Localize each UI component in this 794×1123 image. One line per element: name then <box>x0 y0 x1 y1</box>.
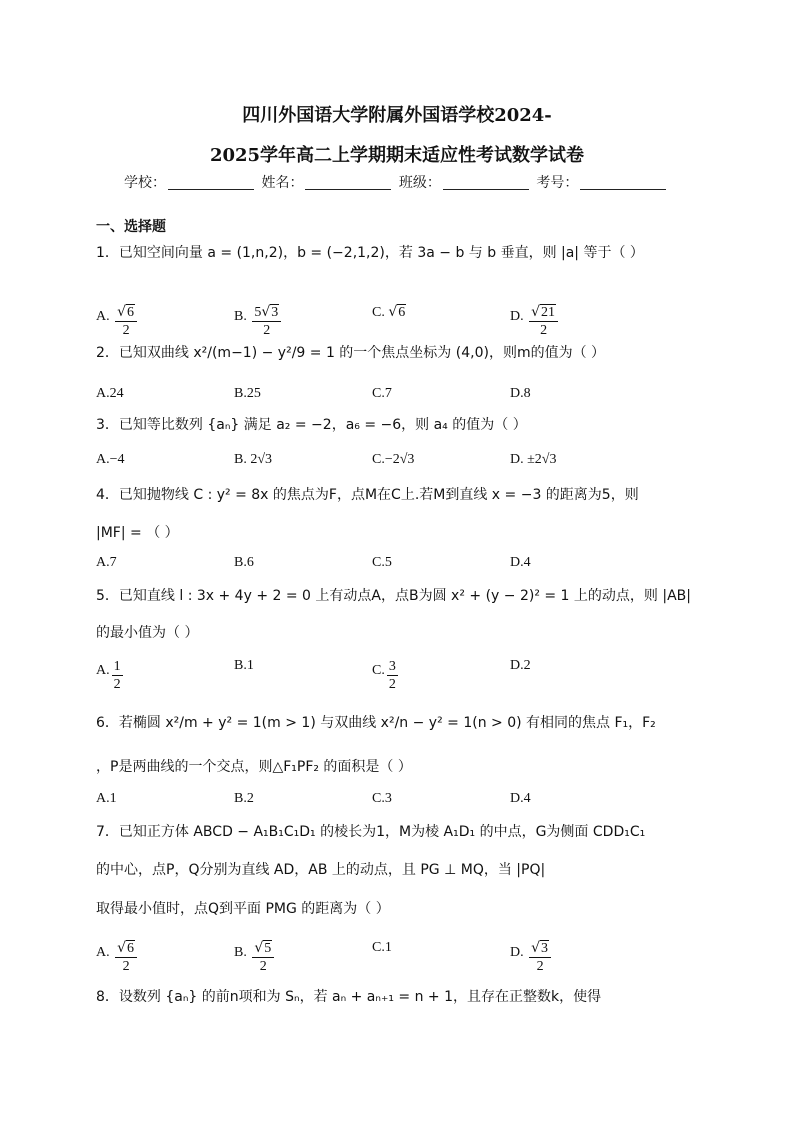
q1-option-d[interactable]: D. $\frac{√21}{2}$ <box>510 304 560 339</box>
q3-option-a[interactable]: A.−4 <box>96 452 125 467</box>
q4-option-a[interactable]: A.7 <box>96 555 117 570</box>
question-5-line1: 5．已知直线 l : 3x + 4y + 2 = 0 上有动点A，点B为圆 x² + (y − 2)² = 1 上的动点，则 |AB| <box>96 588 691 604</box>
q7-option-d[interactable]: D. $\frac{√3}{2}$ <box>510 940 553 975</box>
q3-option-b[interactable]: B. 2√3 <box>234 452 273 467</box>
section-heading: 一、选择题 <box>96 219 166 235</box>
question-4-line1: 4．已知抛物线 C : y² = 8x 的焦点为F，点M在C上.若M到直线 x = −3 的距离为5，则 <box>96 487 639 503</box>
number-blank[interactable] <box>580 175 666 190</box>
q2-option-d[interactable]: D.8 <box>510 386 531 401</box>
question-3: 3．已知等比数列 {aₙ} 满足 a₂ = −2，a₆ = −6，则 a₄ 的值为（ ） <box>96 417 527 433</box>
question-5-line2: 的最小值为（ ） <box>96 625 199 641</box>
school-blank[interactable] <box>168 175 254 190</box>
q2-option-b[interactable]: B.25 <box>234 386 261 401</box>
class-blank[interactable] <box>443 175 529 190</box>
q5-option-b[interactable]: B.1 <box>234 658 254 673</box>
q1-option-c[interactable]: C. √6 <box>372 304 406 320</box>
question-6-line1: 6．若椭圆 x²/m + y² = 1(m > 1) 与双曲线 x²/n − y² = 1(n > 0) 有相同的焦点 F₁，F₂ <box>96 715 656 731</box>
q6-option-b[interactable]: B.2 <box>234 791 254 806</box>
exam-title-line2: 2025学年高二上学期期末适应性考试数学试卷 <box>209 145 585 166</box>
q6-option-d[interactable]: D.4 <box>510 791 531 806</box>
q7-option-b[interactable]: B. $\frac{√5}{2}$ <box>234 940 276 975</box>
q4-option-d[interactable]: D.4 <box>510 555 531 570</box>
name-blank[interactable] <box>305 175 391 190</box>
question-4-line2: |MF| = （ ） <box>96 525 179 541</box>
question-1: 1．已知空间向量 a = (1,n,2)，b = (−2,1,2)，若 3a − b 与 b 垂直，则 |a| 等于（ ） <box>96 245 644 261</box>
q7-option-c[interactable]: C.1 <box>372 940 392 955</box>
school-label: 学校： <box>124 175 166 191</box>
question-8: 8．设数列 {aₙ} 的前n项和为 Sₙ，若 aₙ + aₙ₊₁ = n + 1，且存在正整数k，使得 <box>96 989 602 1005</box>
q5-option-d[interactable]: D.2 <box>510 658 531 673</box>
q5-option-a[interactable]: A. $\frac{1}{2}$ <box>96 659 121 692</box>
question-2: 2．已知双曲线 x²/(m−1) − y²/9 = 1 的一个焦点坐标为 (4,0)，则m的值为（ ） <box>96 345 606 361</box>
exam-title-line1: 四川外国语大学附属外国语学校2024- <box>242 105 552 126</box>
q2-option-a[interactable]: A.24 <box>96 386 124 401</box>
q1-option-a[interactable]: A. $\frac{√6}{2}$ <box>96 304 139 339</box>
q6-option-c[interactable]: C.3 <box>372 791 392 806</box>
q1-option-b[interactable]: B. $\frac{5√3}{2}$ <box>234 304 283 339</box>
number-label: 考号： <box>536 175 579 191</box>
name-label: 姓名： <box>261 175 304 191</box>
q5-option-c[interactable]: C. $\frac{3}{2}$ <box>372 659 396 692</box>
question-7-line3: 取得最小值时，点Q到平面 PMG 的距离为（ ） <box>96 901 390 917</box>
question-7-line1: 7．已知正方体 ABCD − A₁B₁C₁D₁ 的棱长为1，M为棱 A₁D₁ 的中点，G为侧面 CDD₁C₁ <box>96 824 646 840</box>
q3-option-c[interactable]: C.−2√3 <box>372 452 415 467</box>
question-7-line2: 的中心，点P，Q分别为直线 AD，AB 上的动点，且 PG ⊥ MQ，当 |PQ| <box>96 862 546 878</box>
q4-option-b[interactable]: B.6 <box>234 555 254 570</box>
q6-option-a[interactable]: A.1 <box>96 791 117 806</box>
q4-option-c[interactable]: C.5 <box>372 555 392 570</box>
student-info-line <box>124 172 684 192</box>
q3-option-d[interactable]: D. ±2√3 <box>510 452 557 467</box>
class-label: 班级： <box>398 175 441 191</box>
q7-option-a[interactable]: A. $\frac{√6}{2}$ <box>96 940 139 975</box>
q2-option-c[interactable]: C.7 <box>372 386 392 401</box>
question-6-line2: ，P是两曲线的一个交点，则△F₁PF₂ 的面积是（ ） <box>96 759 412 775</box>
